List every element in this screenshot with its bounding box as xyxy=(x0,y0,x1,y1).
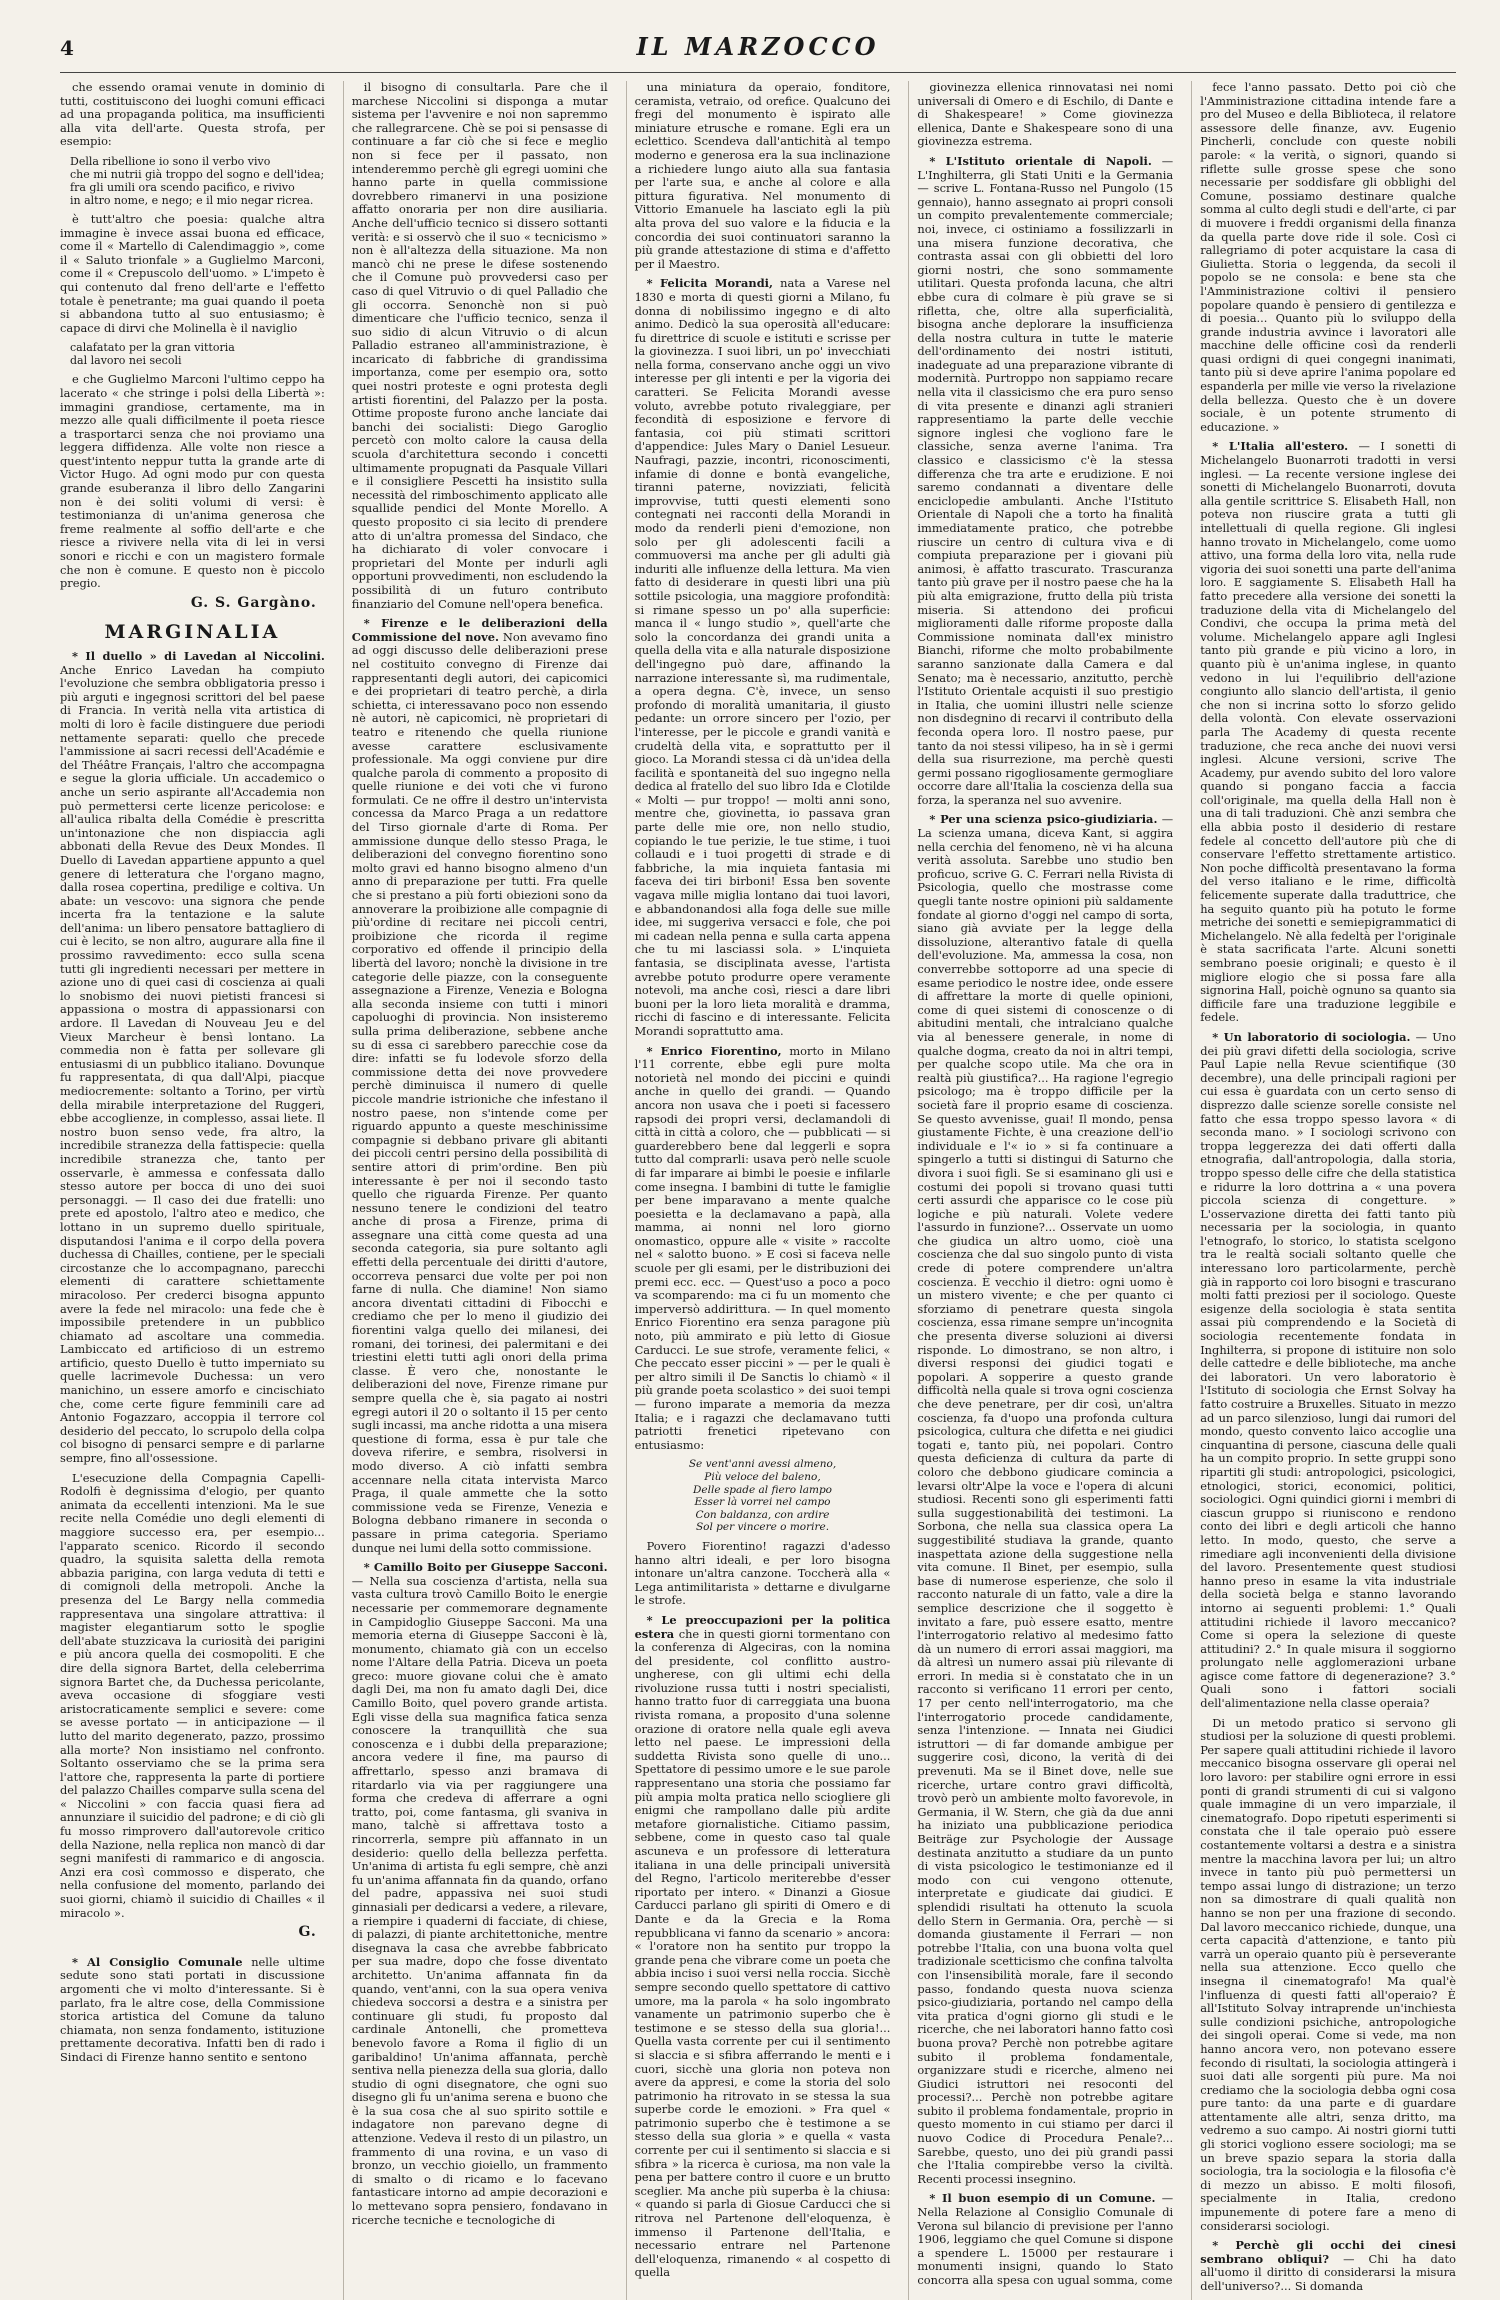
article xyxy=(635,277,891,1038)
verse-block xyxy=(70,341,325,367)
article-text: — Uno dei più gravi difetti della sociologia, scrive Paul Lapie nella Revue scientifique (30 decembre), una delle principali ragioni per cui essa è guardata con un certo senso di disprezzo dalle scienze sorelle consiste nel fatto che essa troppo spesso lavora « di seconda mano. » I sociologi scrivono con troppa leggerezza dei dati offerti dalla etnografia, dall'antropologia, dalla storia, troppo spesso delle cifre che della statistica e ridurre la loro dottrina a « una povera piccola scienza di congetture. » L'osservazione diretta dei fatti tanto più necessaria per la sociologia, in quanto l'etnografo, lo storico, lo statista scelgono tra le realtà sociali soltanto quelle che interessano loro particolarmente, perchè già in rapporto coi loro bisogni e trascurano molti fatti preziosi per il sociologo. Queste esigenze della sociologia è stata sentita assai più comprendendo e la Società di sociologia recentemente fondata in Inghilterra, si propone di istituire non solo delle cattedre e delle biblioteche, ma anche dei laboratori. Un vero laboratorio è l'Istituto di sociologia che Ernst Solvay ha fatto costruire a Bruxelles. Situato in mezzo ad un parco silenzioso, lungi dai rumori del mondo, questo convento laico accoglie una cinquantina di persone, ciascuna delle quali ha un compito proprio. In sette gruppi sono ripartiti gli studi: antropologici, psicologici, etnologici, storici, economici, politici, sociologici. Ogni quindici giorni i membri di ciascun gruppo si riuniscono e rendono conto dei libri e degli articoli che hanno letto. In modo, questo, che serve a rimediare agli inconvenienti della divisione del lavoro. Presentemente quest studiosi hanno preso in esame la vita industriale della società belga e stanno lavorando intorno ai seguenti problemi: 1.° Quali attitudini richiede il lavoro meccanico? Come si opera la selezione di queste attitudini? 2.° In quale misura il soggiorno prolungato nelle agglomerazioni urbane agisce come fattore di degenerazione? 3.° Quali sono i fattori sociali dell'alimentazione nella classe operaia? xyxy=(1200,1029,1456,1711)
article-heading: * Il duello » di Lavedan al Niccolini. xyxy=(72,649,325,663)
paragraph: il bisogno di consultarla. Pare che il marchese Niccolini si disponga a mutar sistema per l'avvenire e noi non sapremmo che rallegrarcene. Chè se poi si pensasse di continuare a far ciò che si fece e meglio non si fece per il passato, non intenderemmo perchè gli egregi uomini che hanno parte in quella commissione dovrebbero rimanervi in una posizione affatto onoraria per non dire ausiliaria. Anche dell'ufficio tecnico si dissero sottanti verità: e si osservò che il suo « tecnicismo » non è all'altezza della situazione. Ma non mancò chi ne prese le difese sostenendo che il Comune può provvedersi caso per caso di quel Vitruvio o di quel Palladio che gli occorra. Senonchè non si può dimenticare che l'ufficio tecnico, senza il suo sidio di alcun Vitruvio o di alcun Palladio estraneo all'amministrazione, è incaricato di fabbriche di grandissima importanza, come per esempio ora, sotto quei nostri proteste e ogni protesta degli artisti fiorentini, del Palazzo per la posta. Ottime proposte furono anche lanciate dai banchi dei socialisti: Diego Garoglio percetò con molto calore la causa della scuola d'architettura secondo i concetti ultimamente propugnati da Pasquale Villari e il consigliere Pescetti ha insistito sulla necessità del rimboschimento applicato alle squallide pendici del Monte Morello. A questo proposito ci sia lecito di prendere atto di un'altra promessa del Sindaco, che ha dichiarato di voler convocare i proprietari del Monte per indurli agli opportuni provvedimenti, non escludendo la possibilità di un futuro contributo finanziario del Comune nell'opera benefica. xyxy=(351,80,608,611)
article-text: — L'Inghilterra, gli Stati Uniti e la Germania — scrive L. Fontana-Russo nel Pungolo (15 gennaio), hanno assegnato ai propri consoli un compito prevalentemente commerciale; noi, invece, ci ostiniamo a fossilizzarli in una misera funzione decorativa, che contrasta assai con gli obbietti del loro giorni nostri, che sono sommamente utilitari. Questa profonda lacuna, che altri ebbe cura di colmare è più grave se si rifletta, che, oltre alla superficialità, bisogna anche deplorare la insufficienza della nostra cultura in tutte le materie dell'ordinamento dei nostri istituti, inadeguate ad una preparazione vibrante di modernità. Purtroppo non sappiamo recare nella vita il classicismo che era puro senso di vita presente e dinanzi agli stranieri rappresentiamo la parte delle vecchie signore inglesi che vogliono fare le classiche, senza averne l'anima. Tra classico e classicismo c'è la stessa differenza che tra arte e erudizione. E noi saremo condannati a diventare delle enciclopedie ambulanti. Anche l'Istituto Orientale di Napoli che a torto ha finalità immediatamente pratico, che potrebbe riuscire un centro di cultura viva e di compiuta preparazione per i giovani più animosi, è affatto trascurato. Trascuranza tanto più grave per il nostro paese che ha la più alta emigrazione, frutto della più trista miseria. Si attendono dei proficui miglioramenti dalle riforme proposte dalla Commissione nominata dall'ex ministro Bianchi, riforme che molto probabilmente saranno sanzionate dalla Camera e dal Senato; ma è necessario, anzitutto, perchè l'Istituto Orientale acquisti il suo prestigio in Italia, che uomini illustri nelle scienze non disdegnino di recarvi il contributo della feconda opera loro. Il nostro paese, pur tanto da noi stessi vilipeso, ha in sè i germi della sua risurrezione, ma perchè questi germi possano rigogliosamente germogliare occorre dare all'Italia la coscienza della sua forza, la speranza nel suo avvenire. xyxy=(917,153,1174,807)
verse-line: Sol per vincere o morire. xyxy=(695,1521,830,1534)
paragraph: e che Guglielmo Marconi l'ultimo ceppo ha lacerato « che stringe i polsi della Libertà »: immagini grandiose, certamente, ma in mezzo alle quali difficilmente il poeta riesce a trasportarci senza che noi proviamo una leggera diffidenza. Alle volte non riesce a quest'intento neppur tutta la grande arte di Victor Hugo. Ad ogni modo pur con questa grande esuberanza il libro dello Zangarini non è dei soliti volumi di versi: è testimonianza di un'anima generosa che freme realmente al soffio dell'arte e che riesce a rivivere nella vita di lei in versi sonori e ricchi e con un magistero formale che non è comune. E questo non è piccolo pregio. xyxy=(60,372,325,591)
article-heading: * L'Italia all'estero. xyxy=(1212,439,1349,454)
article xyxy=(635,1614,891,2280)
author-signature: G. S. Gargàno. xyxy=(190,594,317,611)
article-heading: * Felicita Morandi, xyxy=(646,276,773,291)
article xyxy=(352,617,608,1555)
article-signature: G. xyxy=(298,1924,317,1941)
paragraph: una miniatura da operaio, fonditore, ceramista, vetraio, od orefice. Qualcuno dei fregi del monumento è ispirato alle miniature etrusche e romane. Egli era un eclettico. Scendeva dall'antichità al tempo moderno e generosa era la sua inclinazione a richiedere lungo aiuto alla sua fantasia per l'arte sua, e anche al colore e alla pittura figurativa. Nel monumento di Vittorio Emanuele ha lasciato egli la più alta prova del suo valore e la fiducia e la concordia dei suoi continuatori saranno la più grande attestazione di stima e d'affetto per il Maestro. xyxy=(634,80,891,271)
article-text: nata a Varese nel 1830 e morta di questi giorni a Milano, fu donna di nobilissimo ingegno e di alto animo. Dedicò la sua operosità all'educare: fu direttrice di scuole e istituti e scrisse per la giovinezza. I suoi libri, un po' invecchiati nella forma, conservano anche oggi un vivo interesse per gli intenti e per la vigoria dei caratteri. Se Felicita Morandi avesse voluto, avrebbe potuto rivaleggiare, per fecondità di esposizione e fervore di fantasia, coi più stimati scrittori d'appendice: Jules Mary o Daniel Lesueur. Naufragi, pazzie, incontri, riconoscimenti, infamie di donne e bontà evangeliche, tiranni paterne, novizziati, felicità improvvise, tutti questi elementi sono contegnati nei racconti della Morandi in modo da renderli pieni d'emozione, non solo per gli adolescenti facili a commuoversi ma anche per gli adulti già induriti alle influenze della lettura. Ma vien fatto di desiderare in questi libri una più sottile psicologia, una maggiore profondità: si rimane spesso un po' alla superficie: manca il « lungo studio », quell'arte che solo la concordanza dei grandi unita a quella della vita e alla naturale disposizione dell'ingegno può dare, affinando la narrazione interessante sì, ma rudimentale, a opera degna. C'è, invece, un senso profondo di moralità umanitaria, il giusto pedante: un orrore sincero per l'ozio, per l'interesse, per le piccole e grandi vanità e crudeltà della vita, e soprattutto per il gioco. La Morandi stessa ci dà un'idea della facilità e spontaneità del suo ingegno nella dedica al fratello del suo libro Ida e Clotilde « Molti — pur troppo! — molti anni sono, mentre che, giovinetta, io passava gran parte delle mie ore, non nello studio, copiando le tue perizie, le tue stime, i tuoi collaudi e i tuoi progetti di strade e di fabbriche, la mia inquieta fantasia mi faceva dei tiri birboni! Essa ben sovente vagava mille miglia lontano dai tuoi lavori, e abbandonandosi alla foga delle sue mille idee, mi suggeriva versacci e fole, che poi mi cadean nella penna e sulla carta appena che tu mi lasciassi sola. » L'inquieta fantasia, se disciplinata avesse, l'artista avrebbe potuto produrre opere veramente notevoli, ma anche così, riesci a dare libri buoni per la loro lieta moralità e dramma, ricchi di fascino e di interessante. xyxy=(634,276,891,1025)
verse-line: fra gli umili ora scendo pacifico, e rivivo xyxy=(70,180,295,194)
verse-line: calafatato per la gran vittoria xyxy=(70,341,235,355)
verse-line: Con baldanza, con ardire xyxy=(695,1508,830,1521)
verse-line: Della ribellione io sono il verbo vivo xyxy=(70,154,271,168)
article xyxy=(635,1045,891,1453)
paragraph: giovinezza ellenica rinnovatasi nei nomi universali di Omero e di Eschilo, di Dante e di Shakespeare! » Come giovinezza ellenica, Dante e Shakespeare sono di una giovinezza estrema. xyxy=(917,80,1174,149)
verse-line: Se vent'anni avessi almeno, xyxy=(688,1458,837,1471)
article xyxy=(60,650,325,1466)
article xyxy=(917,155,1173,808)
article-heading: * Un laboratorio di sociologia. xyxy=(1212,1029,1411,1044)
article-heading: * Enrico Fiorentino, xyxy=(646,1043,782,1058)
verse-line: dal lavoro nei secoli xyxy=(70,354,182,368)
verse-line: che mi nutrii già troppo del sogno e dell'idea; xyxy=(70,167,325,181)
article-heading: * L'Istituto orientale di Napoli. xyxy=(929,153,1152,168)
article-text: — Chi ha dato all'uomo il diritto di considerarsi la misura dell'universo?... Si domanda xyxy=(1200,2251,1456,2293)
article-heading: * Al Consiglio Comunale xyxy=(72,1954,243,1969)
article-heading: * Il buon esempio di un Comune. xyxy=(929,2191,1156,2206)
paragraph: è tutt'altro che poesia: qualche altra immagine è invece assai buona ed efficace, come il « Martello di Calendimaggio », come il « Saluto trionfale » a Guglielmo Marconi, come il « Crepuscolo dell'uomo. » L'impeto è qui contenuto dal freno dell'arte e l'effetto totale è penetrante; ma guai quando il poeta si abbandona tutto al suo entusiasmo; è capace di dirvi che Molinella è il naviglio xyxy=(60,211,325,335)
verse-line: Più veloce del baleno, xyxy=(704,1470,821,1483)
article-heading: * Perchè gli occhi dei cinesi sembrano obliqui? xyxy=(1200,2238,1456,2266)
article-text: Felicita Morandi soprattutto ama. xyxy=(634,1010,891,1038)
paragraph: Di un metodo pratico si servono gli studiosi per la soluzione di questi problemi. Per sapere quali attitudini richiede il lavoro meccanico bisogna osservare gli operai nel loro lavoro: per stabilire ogni errore in essi ponti di grandi strumenti di cui si valgono quale immagine di un vero imparziale, il cinematografo. Dopo ripetuti esperimenti si constata che il tale operaio può essere costantemente voltarsi a destra e a sinistra mentre la macchina lavora per lui; un altro invece in tanto più può permettersi un tempo assai lungo di distrazione; un terzo non sa dimostrare di quali qualità non hanno se non per una frazione di secondo. Dal lavoro meccanico richiede, dunque, una certa capacità d'attenzione, e tanto più varrà un operaio quanto più è perseverante nella sua attenzione. Ecco quello che insegna il cinematografo! Ma qual'è l'influenza di questi fatti all'operaio? È all'Istituto Solvay intraprende un'inchiesta sulle condizioni psichiche, antropologiche dei singoli operai. Come si vede, ma non hanno ancora vero, non potevano essere fecondo di risultati, la sociologia attingerà i suoi dati alle sorgenti più pure. Ma noi crediamo che la sociologia debba ogni cosa pure tanto: da una parte e di guardare attentamente alle altri, senza dritto, ma vedremo a suo campo. Ai nostri giorni tutti gli storici vogliono essere sociologi; ma se un breve spazio separa la storia dalla sociologia, tra la sociologia e la filosofia c'è di mezzo un abisso. E molti filosofi, specialmente in Italia, credono impunemente di potere fare a meno di considerarsi sociologi. xyxy=(1200,1715,1456,2233)
article xyxy=(917,813,1173,2186)
verse-line: Delle spade al fiero lampo xyxy=(692,1483,832,1496)
paragraph: che essendo oramai venute in dominio di tutti, costituiscono dei luoghi comuni efficaci ad una propaganda politica, ma insufficienti alla vita dell'arte. Questa strofa, per esempio: xyxy=(60,80,325,149)
article xyxy=(1200,440,1456,1025)
article xyxy=(352,1561,608,2227)
verse-line: in altro nome, e nego; e il mio negar ricrea. xyxy=(70,193,314,207)
article-text: Non avevamo fino ad oggi discusso delle deliberazioni prese nel costituito convegno di Firenze dai rappresentanti degli autori, dei capicomici e dei proprietari di teatro perchè, a dirla schietta, ci interessavano poco non essendo nè autori, nè capicomici, nè proprietari di teatro e ritenendo che quella riunione avesse carattere esclusivamente professionale. Ma oggi conviene pur dire qualche parola di commento a proposito di quelle riunione e dei voti che vi furono formulati. Ce ne offre il destro un'intervista concessa da Marco Praga a un redattore del Tirso giornale d'arte di Roma. Per ammissione dunque dello stesso Praga, le deliberazioni del convegno fiorentino sono molto gravi ed hanno bisogno almeno d'un anno di preparazione per tutti. Fra quelle che si prestano a più forti obiezioni sono da annoverare la proibizione alle compagnie di più'ordine di recitare nei piccoli centri, proibizione che ricorda il regime corporativo ed offende il principio della libertà del lavoro; nonchè la divisione in tre categorie delle piazze, con la conseguente assegnazione a Firenze, Venezia e Bologna alla seconda insieme con tutti i minori capoluoghi di provincia. Non insisteremo sulla prima deliberazione, sebbene anche su di essa ci sarebbero parecchie cose da dire: infatti se fu lodevole sforzo della commissione detta dei nove provvedere perchè diminuisca il numero di quelle piccole mandrie istrioniche che infestano il nostro paese, non s'intende come per riguardo appunto a queste meschinissime compagnie si debbano privare gli abitanti dei piccoli centri persino della possibilità di sentire attori di prim'ordine. Ben più interessante è per noi il secondo tasto quello che riguarda Firenze. Per quanto nessuno tenere le condizioni del teatro anche di prosa a Firenze, prima di assegnare una città come questa ad una seconda categoria, sia pure soltanto agli effetti della percentuale dei diritti d'autore, occorreva pensarci due volte per poi non farne di nulla. Che diamine! Non siamo ancora diventati cittadini di Fibocchi e crediamo che per lo meno il giudizio dei fiorentini valga quello dei milanesi, dei romani, dei torinesi, dei palermitani e dei triestini eletti tutti agli onori della prima classe. È vero che, nonostante le deliberazioni del nove, Firenze rimane pur sempre quella che è, sia pagato ai nostri egregi autori il 20 o soltanto il 15 per cento sugli incassi, ma anche ridotta a una misera questione di forma, essa è pur tale che doveva riferire, e sembra, risolversi in modo diverso. A ciò infatti sembra accennare nella citata intervista Marco Praga, il quale ammette che la sotto commissione veda se Firenze, Venezia e Bologna debbano rimanere in seconda o passare in prima categoria. Speriamo dunque nei lumi della sotto commissione. xyxy=(351,629,608,1555)
article-text: morto in Milano l'11 corrente, ebbe egli pure molta notorietà nel mondo dei piccini e quindi anche in quello dei grandi. — Quando ancora non usava che i poeti si facessero rapsodi dei propri versi, declamandoli di città in città a coloro, che — pubblicati — si guarderebbero bene dal leggerli e sopra tutto dal comprarli: usava però nelle scuole di far imparare ai bimbi le poesie e infilarle come insegna. I bambini di tutte le famiglie per bene imparavano a mente qualche poesietta e la declamavano a papà, alla mamma, ai nonni nel loro giorno onomastico, oppure alle « visite » raccolte nel « salotto buono. » E così si faceva nelle scuole per gli esami, per le distribuzioni dei premi ecc. ecc. — Quest'uso a poco a poco va scomparendo: ma ci fu un momento che imperversò addirittura. — In quel momento Enrico Fiorentino era senza paragone più noto, più ammirato e più letto di Giosue Carducci. Le sue strofe, veramente felici, « Che peccato esser piccini » — per le quali è per altro simili il De Sanctis lo chiamò « il più grande poeta scolastico » dei suoi tempi — furono imparate a memoria da mezza Italia; e i ragazzi che declamavano tutti patriotti frenetici ripetevano con entusiasmo: xyxy=(634,1043,891,1452)
article-text: — Nella Relazione al Consiglio Comunale di Verona sul bilancio di previsione per l'anno 1906, leggiamo che quel Comune si dispone a spendere L. 15000 per restaurare i monumenti insigni, quando lo Stato concorra alla spesa con ugual somma, come xyxy=(917,2191,1174,2287)
header-rule xyxy=(60,72,1456,73)
section-title: MARGINALIA xyxy=(104,621,281,644)
article-heading: * Firenze e le deliberazioni della Commissione del nove. xyxy=(351,616,608,644)
text-columns xyxy=(60,80,1456,2293)
article-heading: * Camillo Boito per Giuseppe Sacconi. xyxy=(363,1560,608,1575)
article-text: Anche Enrico Lavedan ha compiuto l'evoluzione che sembra obbligatoria presso i più arguti e ingegnosi scrittori del bel paese di Francia. In verità nella vita artistica di molti di loro è facile distinguere due periodi nettamente separati: quello che precede l'ammissione ai sacri recessi dell'Académie e del Théâtre Français, l'altro che accompagna e segue la gloria ufficiale. Un accademico o anche un serio aspirante all'Accademia non può permettersi certe licenze pericolose: e all'aulica ribalta della Comédie è prescritta un'intonazione che non dispiaccia agli abbonati della Revue des Deux Mondes. Il Duello di Lavedan appartiene appunto a quel genere di letteratura che l'organo magno, dalla rosea copertina, predilige e coltiva. Un abate: un vescovo: una signora che pende incerta fra la tentazione e la salute dell'anima: un libero pensatore battagliero di cui è lecito, se non altro, augurare alla fine il prossimo ravvedimento: ecco sulla scena tutti gli ingredienti necessari per mettere in azione uno di quei casi di coscienza ai quali lo snobismo dei nuovi pietisti francesi si appassiona o mostra di appassionarsi con ardore. Il Lavedan di Nouveau Jeu e del Vieux Marcheur è bensì lontano. La commedia non è fatta per sollevare gli entusiasmi di un pubblico italiano. Dovunque fu rappresentata, di qua dall'Alpi, piacque mediocremente: soltanto a Torino, per virtù della mirabile interpretazione del Ruggeri, ebbe accoglienze, in complesso, assai liete. Il nostro buon senso vede, fra altro, la incredibile stranezza della fattispecie: quella incredibile stranezza che, tanto per osservarle, è ammessa e confessata dallo stesso autore per bocca di uno dei suoi personaggi. — Il caso dei due fratelli: uno prete ed apostolo, l'altro ateo e medico, che lottano in un supremo duello spirituale, disputandosi l'anima e il corpo della povera duchessa di Chailles, contiene, per le speciali circostanze che lo accompagnano, parecchi elementi di carattere schiettamente miracoloso. Per crederci bisogna appunto avere la fede nel miracolo: una fede che è impossibile pretendere in un pubblico chiamato ad ascoltare una commedia. Lambiccato ed artificioso di un estremo artificio, questo Duello è tutto imperniato su quelle lacrimevole Duchessa: un vero manichino, un essere amorfo e cincischiato che, come certe figure femminili care ad Antonio Fogazzaro, accoppia il terrore col desiderio del peccato, lo scrupolo della colpa col bisogno di pensarci sempre e di parlarne sempre, fino all'ossessione. xyxy=(60,662,325,1466)
paragraph: fece l'anno passato. Detto poi ciò che l'Amministrazione cittadina intende fare a pro del Museo e della Biblioteca, il relatore assessore delle finanze, avv. Eugenio Pincherli, conclude con queste nobili parole: « la verità, o signori, quando si riflette sulle grosse spese che sono necessarie per soddisfare gli obblighi del Comune, possiamo destinare qualche somma al culto degli studi e dell'arte, ci par di muovere i freddi organismi della finanza da quella parte dove ride il sole. Così ci rallegriamo di poter acquistare la casa di Giulietta. Storia o leggenda, da secoli il popolo se ne consola: e bene sta che l'Amministrazione coltivi il pensiero popolare quando è pensiero di gentilezza e di poesia... Quanto più lo sviluppo della grande industria avvince i lavoratori alle macchine delle officine così da renderli quasi ordigni di quei congegni inanimati, tanto più si deve aprire l'anima popolare ed espanderla per mille vie verso la rivelazione della bellezza. Questo che è un dovere sociale, è un potente strumento di educazione. » xyxy=(1200,80,1456,434)
article-heading: * Per una scienza psico-giudiziaria. xyxy=(929,812,1158,827)
article-text: che in questi giorni tormentano con la conferenza di Algeciras, con la nomina del presidente, col conflitto austro-ungherese, con gli ultimi echi della rivoluzione russa tutti i nostri specialisti, hanno tratto fuor di carreggiata una buona rivista romana, a proposito d'una solenne orazione di oratore nella quale egli aveva letto nel paese. Le impressioni della suddetta Rivista sono quelle di uno... Spettatore di pessimo umore e le sue parole rappresentano una storia che possiamo far più ampia molta pratica nello sciogliere gli enigmi che rampollano dalle più ardite metafore giornalistiche. Citiamo passim, sebbene, come in questo caso tal quale ascuneva e un professore di letteratura italiana in una delle principali università del Regno, l'articolo meriterebbe d'esser riportato per intero. « Dinanzi a Giosue Carducci parlano gli spiriti di Omero e di Dante e da la Grecia e la Roma repubblicana vi fanno da scenario » ancora: « l'oratore non ha sentito pur troppo la grande pena che vibrare come un poeta che abbia inciso i suoi versi nella roccia. Sicchè sempre secondo quello spettatore di cattivo umore, ma la parola « ha solo ingombrato vanamente un patrimonio superbo che è testimone e se stesso della sua gloria!... Quella vasta corrente per cui il sentimento si slaccia e si sfibra afferrando le menti e i cuori, sicchè una gloria non poteva non avere da appresi, e come la storia del solo patrimonio ha ritrovato in se stessa la sua superbe corde le emozioni. » Fra quel « patrimonio superbo che è testimone a se stesso della sua gloria » e quella « vasta corrente per cui il sentimento si slaccia e si sfibra » la ricerca è curiosa, ma non vale la pena per battere contro il cuore e un brutto sceglier. Ma anche più superba è la chiusa: « quando si parla di Giosue Carducci che si ritrova nel Partenone dell'eloquenza, è immenso il Partenone dell'Italia, e necessario entrare nel Partenone dell'eloquenza, rimanendo « al cospetto di quella xyxy=(634,1626,891,2280)
paragraph: L'esecuzione della Compagnia Capelli-Rodolfi è degnissima d'elogio, per quanto animata da eccellenti intenzioni. Ma le sue recite nella Comédie uno degli elementi di maggiore successo era, per esempio... l'apparato scenico. Ricordo il secondo quadro, la squisita saletta della remota abbazia parigina, con larga veduta di tetti e di comignoli della metropoli. Anche la presenza del Le Bargy nella commedia rappresentava una singolare attrattiva: il magister elegantiarum sotto le spoglie dell'abate stuzzicava la curiosità dei parigini e più ancora quella dei cosmopoliti. E che dire della signora Bartet, della celeberrima signora Bartet che, da Duchessa pericolante, aveva occasione di sfoggiare vesti aristocraticamente semplici e severe: come se avesse portato — in anticipazione — il lutto del marito degenerato, pazzo, prossimo alla morte? Non insistiamo nel confronto. Soltanto osserviamo che se la prima sera l'attore che, rappresenta la parte di portiere del palazzo Chailles comparve sulla scena del « Niccolini » con faccia quasi fiera ad annunziare il suicidio del padrone; e di ciò gli fu mosso rimprovero dall'autorevole critico della Nazione, nella replica non mancò di dar segni manifesti di rammarico e di angoscia. Anzi era così commosso e disperato, che nella confusione del momento, parlando dei suoi giorni, chiamò il suicidio di Chailles « il miracolo ». xyxy=(60,1470,325,1920)
paragraph: Povero Fiorentino! ragazzi d'adesso hanno altri ideali, e per loro bisogna intonare un'altra canzone. Toccherà alla « Lega antimilitarista » dettarne e divulgarne le strofe. xyxy=(634,1538,891,1608)
column-4 xyxy=(908,81,1173,2300)
column-5 xyxy=(1191,81,1456,2300)
article-text: — I sonetti di Michelangelo Buonarroti tradotti in versi inglesi. — La recente versione inglese dei sonetti di Michelangelo Buonarroti, dovuta alla gentile scrittrice S. Elisabeth Hall, non poteva non riuscire grata a tutti gli intellettuali di quella regione. Gli inglesi hanno trovato in Michelangelo, come uomo attivo, una forma della loro vita, nella rude vigoria dei suoi sonetti una parte dell'anima loro. E saggiamente S. Elisabeth Hall ha fatto precedere alla versione dei sonetti la traduzione della vita di Michelangelo del Condivi, che occupa la prima metà del volume. Michelangelo appare agli Inglesi tanto più grande e più vicino a loro, in quanto più è un'anima inglese, in quanto vedono in lui l'equilibrio dell'azione congiunto allo slancio dell'artista, il genio che non si incrina sotto lo sforzo gelido della volontà. Con elevate osservazioni parla The Academy di questa recente traduzione, che reca anche dei nuovi versi inglesi. Alcune versioni, scrive The Academy, pur avendo subito del loro valore quando si pongano faccia a faccia coll'originale, ma quella della Hall non è una di tali traduzioni. Chè anzi sembra che ella abbia posto il desiderio di restare fedele al concetto dell'autore più che di conservare l'effetto strettamente artistico. Non poche difficoltà presentavano la forma del verso italiano e le rime, difficoltà felicemente superate dalla traduttrice, che ha seguito quanto più ha potuto le forme metriche dei sonetti e semiepigrammatici di Michelangelo. Nè alla fedeltà per l'originale è stata sacrificata l'arte. Alcuni sonetti sembrano poesie originali; e questo è il migliore elogio che si possa fare alla signorina Hall, poichè ognuno sa quanto sia difficile fare una traduzione leggibile e fedele. xyxy=(1200,439,1456,1025)
column-3 xyxy=(626,81,891,2300)
masthead: IL MARZOCCO xyxy=(636,32,880,61)
article xyxy=(917,2192,1173,2287)
column-1 xyxy=(60,81,325,2300)
article-text: nelle ultime sedute sono stati portati in discussione argomenti che vi molto d'interessante. Si è parlato, fra le altre cose, della Commissione storica artistica del Comune da taluno chiamata, non senza fondamento, istituzione prettamente decorativa. Infatti ben di rado i Sindaci di Firenze hanno sentito e sentono xyxy=(60,1954,325,2064)
article-text: — La scienza umana, diceva Kant, si aggira nella cerchia del fenomeno, nè vi ha alcuna verità assoluta. Sarebbe uno studio ben proficuo, scrive G. C. Ferrari nella Rivista di Psicologia, quello che mostrasse come quegli tante nostre opinioni più saldamente fondate al giorno d'oggi nel campo di sorta, siano già avviate per la legge della dissoluzione, alterantivo fatale di quella dell'evoluzione. Ma, ammessa la cosa, non converrebbe sottoporre ad una specie di esame periodico le nostre idee, onde essere di affrettare la morte di quelle opinioni, come di quei sistemi di conoscenze o di abitudini mentali, che intralciano qualche via al benessere generale, in nome di qualche dogma, creato da noi in altri tempi, per qualche scopo utile. Ma che ora in realtà più giustifica?... Ha ragione l'egregio psicologo; ma è troppo difficile per la società fare il proprio esame di coscienza. Se questo avvenisse, guai! Il mondo, pensa giustamente Fichte, è una creazione dell'io individuale e l'« io » si fa continuare a spingerlo a tutti si distingui di Saturno che divora i suoi figli. Se si esaminano gli usi e costumi dei popoli si trovano quasi tutti certi assurdi che apparisce co le cose più logiche e più naturali. Volete vedere l'assurdo in funzione?... Osservate un uomo che giudica un altro uomo, cioè una coscienza che dal suo singolo punto di vista crede di potere comprendere un'altra coscienza. È vecchio il dietro: ogni uomo è un mistero vivente; e che per quanto ci sforziamo di penetrare questa singola coscienza, essa rimane sempre un'incognita che presenta diverse soluzioni ai diversi risponde. Lo dimostrano, se non altro, i diversi responsi dei giudici togati e popolari. A sopperire a questo grande difficoltà nella quale si trova ogni coscienza che deve penetrare, per dir così, un'altra coscienza, fa d'uopo una profonda cultura psicologica, cultura che difetta e nei giudici togati e, tanto più, nei popolari. Contro questa deficienza di cultura da parte di coloro che debbono giudicare comincia a levarsi oltr'Alpe la voce e l'opera di alcuni studiosi. Recenti sono gli esperimenti fatti sulla suggestionabilità dei testimoni. La Sorbona, che nella sua classica opera La suggestibilité studiava la grande, quanto inaspettata azione della suggestione nella vita comune. Il Binet, per esempio, sulla base di numerose esperienze, che solo il racconto naturale di un fatto, vale a dire la semplice descrizione che il soggetto è invitato a fare, può essere esatto, mentre l'interrogatorio relativo al medesimo fatto dà un numero di errori assai maggiori, ma dà altresì un numero assai più rilevante di errori. In media si è constatato che in un racconto si verificano 11 errori per cento, 17 per cento nell'interrogatorio, ma che l'interrogatorio procede candidamente, senza l'intenzione. — Innata nei Giudici istruttori — di far domande ambigue per suggerire così, dicono, la verità di dei prevenuti. Ma se il Binet dove, nelle sue ricerche, urtare contro gravi difficoltà, trovò però un ambiente molto favorevole, in Germania, il W. Stern, che già da due anni ha iniziato una pubblicazione periodica Beiträge zur Psychologie der Aussage destinata anzitutto a studiare da un punto di vista psicologico le testimonianze ed il modo con cui vengono ottenute, interpretate e giudicate dai giudici. E splendidi risultati ha ottenuto la scuola dello Stern in Germania. Ora, perchè — si domanda giustamente il Ferrari — non potrebbe l'Italia, con una buona volta quel tradizionale scetticismo che confina talvolta con l'insensibilità morale, fare il secondo passo, fondando questa nuova scienza psico-giudiziaria, portando nel campo della vita pratica d'ogni giorno gli studi e le ricerche, che nei laboratori hanno fatto così buona prova? Perchè non potrebbe agitare subito il problema fondamentale, organizzare studi e ricerche, almeno nei Giudici istruttori nei resoconti del processi?... Perchè non potrebbe agitare subito il problema fondamentale, proprio in questo momento in cui stiamo per darci il nuovo Codice di Procedura Penale?... Sarebbe, questo, uno dei più grandi passi che l'Italia compirebbe verso la civiltà. Recenti processi insegnino. xyxy=(917,812,1174,2186)
page-number: 4 xyxy=(60,36,74,60)
page-header xyxy=(60,30,1456,70)
article-text: — Nella sua coscienza d'artista, nella sua vasta cultura trovò Camillo Boito le energie necessarie per commemorare degnamente in Campidoglio Giuseppe Sacconi. Ma una memoria eterna di Giuseppe Sacconi è là, monumento, chiamato già con un eccelso nome l'Altare della Patria. Diceva un poeta greco: muore giovane colui che è amato dagli Dei, ma non fu amato dagli Dei, dice Camillo Boito, quel povero grande artista. Egli visse della sua magnifica fatica senza conoscere la tranquillità che sua conoscenza e i dubbi della preparazione; ancora vedere il fine, ma paurso di affrettarlo, spesso anzi bramava di ritardarlo via via per raggiungere una forma che credeva di afferrare a ogni tratto, poi, come fantasma, gli svaniva in mano, talchè si affrettava tosto a rincorrerla, sempre più affannato in un desiderio: quello della bellezza perfetta. Un'anima di artista fu egli sempre, chè anzi fu un'anima affannata fin da quando, orfano del padre, appassiva nei suoi studi ginnasiali per dedicarsi a vedere, a rilevare, a riempire i quaderni di facciate, di chiese, di palazzi, di piante architettoniche, mentre disegnava la casa che avrebbe fabbricato per sua madre, dopo che fosse diventato architetto. Un'anima affannata fin da quando, vent'anni, con la sua opera veniva chiedeva soccorsi a destra e a sinistra per continuare gli studi, fu proposto dal cardinale Antonelli, che prometteva benevolo favore a Roma il figlio di un garibaldino! Un'anima affannata, perchè sentiva nella pienezza della sua gloria, dallo studio di ogni disegnatore, che ogni suo disegno gli fu un'anima serena e buono che è la sua cosa che al suo spirito sottile e indagatore non parevano degne di attenzione. Vedeva il resto di un pilastro, un frammento di una rovina, e un vaso di bronzo, un vecchio gioiello, un frammento di smalto o di ricamo e lo facevano fantasticare intorno ad ampie decorazioni e lo mettevano sopra pensiero, fondavano in ricerche tecniche e tecnologiche di xyxy=(351,1573,608,2227)
verse-block xyxy=(70,155,325,207)
verse-block xyxy=(635,1458,891,1534)
article xyxy=(60,1956,325,2065)
column-2 xyxy=(343,81,608,2300)
article xyxy=(1200,1031,1456,1711)
article-heading: * Le preoccupazioni per la politica estera xyxy=(634,1612,891,1641)
verse-line: Esser là vorrei nel campo xyxy=(694,1496,831,1509)
article xyxy=(1200,2239,1456,2293)
